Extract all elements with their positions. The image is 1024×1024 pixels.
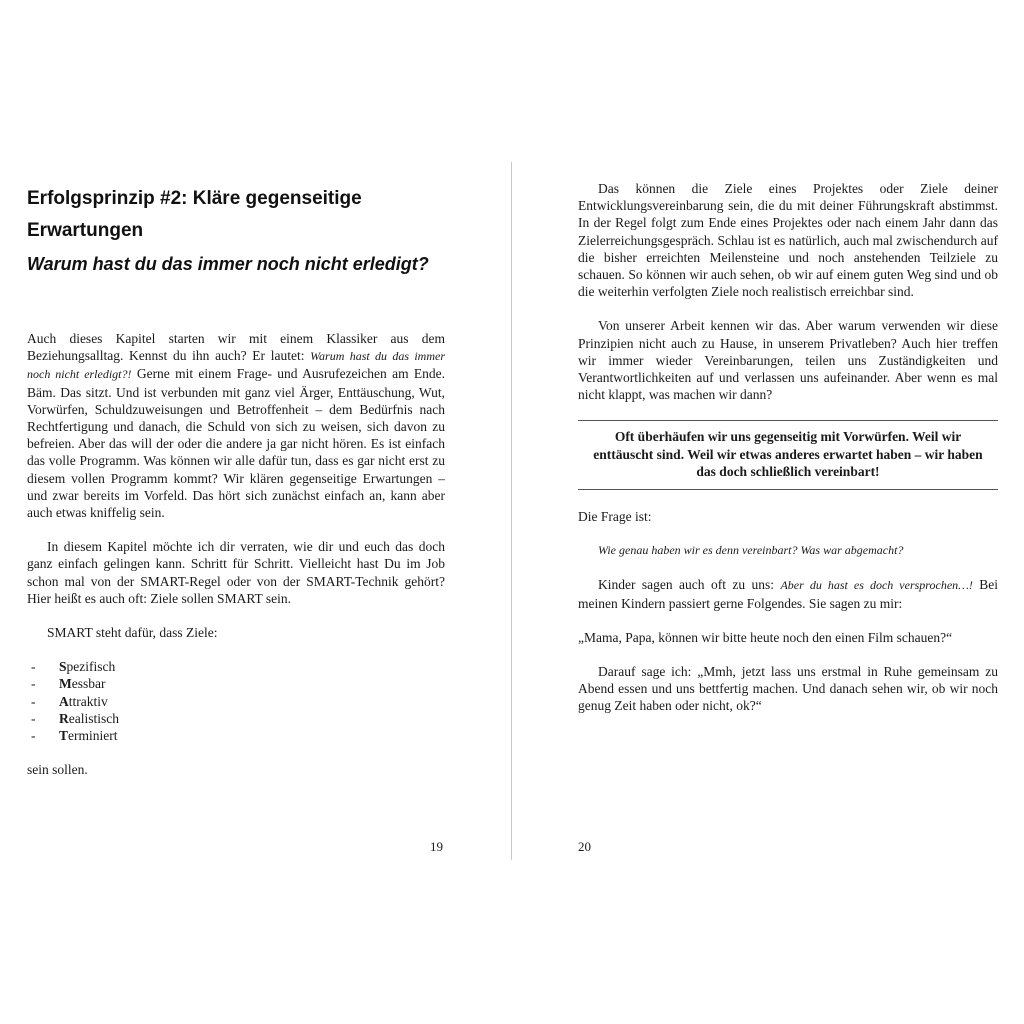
list-item — [27, 658, 445, 675]
page-number: 19 — [430, 839, 443, 854]
paragraph-1: Das können die Ziele eines Projektes oder Ziele deiner Entwicklungsvereinbarung sein, die du mit deiner Führungskraft abstimmst. In der Regel folgt zum Ende eines Projektes oder nach einem Jahr dann das Zielerreichungsgespräch. Schlau ist es natürlich, auch mal zwischendurch auf die bisher erreichten Meilensteine und noch anstehenden Teilziele zu schauen. So können wir auch sehen, ob wir auf einem guten Weg sind und ob die weiterhin verfolgten Ziele noch realistisch erreichbar sind. — [578, 181, 998, 300]
list-item — [27, 675, 445, 692]
list-rest: ealistisch — [68, 710, 119, 726]
left-page-body — [27, 330, 445, 795]
page-gutter — [511, 162, 512, 860]
right-page-body — [578, 180, 998, 732]
list-initial: T — [59, 728, 69, 744]
paragraph-6: „Mama, Papa, können wir bitte heute noch den einen Film schauen?“ — [578, 629, 953, 645]
list-item — [27, 693, 445, 710]
paragraph-5-end: Bei meinen Kindern passiert gerne Folgendes. Sie sagen zu mir: — [578, 577, 999, 611]
paragraph-1-end: Gerne mit einem Frage- und Ausrufezeichen am Ende. Bäm. Das sitzt. Und ist verbunden mit ganz viel Ärger, Enttäuschung, Wut, Vorwürfen, Schuldzuweisungen und Betroffenheit – dem Bedürfnis nach Rechtfertigung und danach, die Schuld von sich zu weisen, sich davon zu befreien. Aber das will der oder die andere ja gar nicht hören. Es ist einfach das volle Programm. Was können wir alle dafür tun, dass es gar nicht erst zu diesem vollen Programm kommt? Wir klären gegenseitige Erwartungen – und zwar bereits im Vorfeld. Das hört sich zunächst einfach an, kann aber auch etwas kniffelig sein. — [27, 366, 446, 521]
quote-question: Wie genau haben wir es denn vereinbart? Was war abgemacht? — [598, 543, 904, 558]
list-rest: erminiert — [68, 728, 118, 744]
list-dash: - — [31, 659, 36, 675]
list-item — [27, 727, 445, 744]
list-dash: - — [31, 693, 36, 709]
list-dash: - — [31, 676, 36, 692]
list-rest: pezifisch — [66, 659, 116, 675]
paragraph-7: Darauf sage ich: „Mmh, jetzt lass uns erstmal in Ruhe gemeinsam zu Abend essen und uns bettfertig machen. Und danach sehen wir, ob wir noch genug Zeit haben oder nicht, ok?“ — [578, 663, 998, 714]
paragraph-3: SMART steht dafür, dass Ziele: — [47, 625, 218, 641]
paragraph-4: sein sollen. — [27, 762, 88, 778]
paragraph-2: Von unserer Arbeit kennen wir das. Aber warum verwenden wir diese Prinzipien nicht auch zu Hause, in unserem Privatleben? Auch hier treffen wir immer wieder Vereinbarungen, teilen uns Zuständigkeiten und Verantwortlichkeiten auf und verlassen uns aufeinander. Aber wenn es mal nicht klappt, was machen wir dann? — [578, 318, 998, 403]
chapter-title-line2: Erwartungen — [27, 220, 144, 241]
list-dash: - — [31, 728, 36, 744]
page-number: 20 — [578, 839, 591, 854]
list-initial: S — [59, 659, 67, 675]
paragraph-5-quote: Aber du hast es doch versprochen…! — [780, 578, 973, 593]
paragraph-1-start: Auch dieses Kapitel starten wir mit einem Klassiker aus dem Beziehungsalltag. Kennst du ihn auch? Er lautet: — [27, 331, 445, 364]
paragraph-1-quote: Warum hast du das immer noch nicht erledigt?! — [27, 349, 445, 382]
callout-box: Oft überhäufen wir uns gegenseitig mit Vorwürfen. Weil wir enttäuscht sind. Weil wir etwas anderes erwartet haben – wir haben das doch schließlich vereinbart! — [578, 420, 998, 490]
list-rest: essbar — [71, 676, 106, 692]
list-rest: ttraktiv — [68, 693, 108, 709]
paragraph-2: In diesem Kapitel möchte ich dir verraten, wie dir und euch das doch ganz einfach gelingen kann. Schritt für Schritt. Vielleicht hast Du im Job schon mal von der SMART-Regel oder von der SMART-Technik gehört? Hier heißt es auch oft: Ziele sollen SMART sein. — [27, 539, 445, 606]
paragraph-5-start: Kinder sagen auch oft zu uns: — [598, 577, 781, 593]
list-initial: M — [59, 676, 72, 692]
chapter-subtitle: Warum hast du das immer noch nicht erledigt? — [27, 254, 429, 274]
list-dash: - — [31, 710, 36, 726]
chapter-title-line1: Erfolgsprinzip #2: Kläre gegenseitige — [27, 188, 362, 209]
paragraph-5 — [578, 576, 998, 611]
smart-list — [27, 658, 445, 744]
list-initial: R — [59, 710, 69, 726]
paragraph-3: Die Frage ist: — [578, 508, 652, 524]
paragraph-1 — [27, 330, 445, 521]
chapter-title — [27, 183, 457, 247]
list-item — [27, 710, 445, 727]
list-initial: A — [59, 693, 69, 709]
